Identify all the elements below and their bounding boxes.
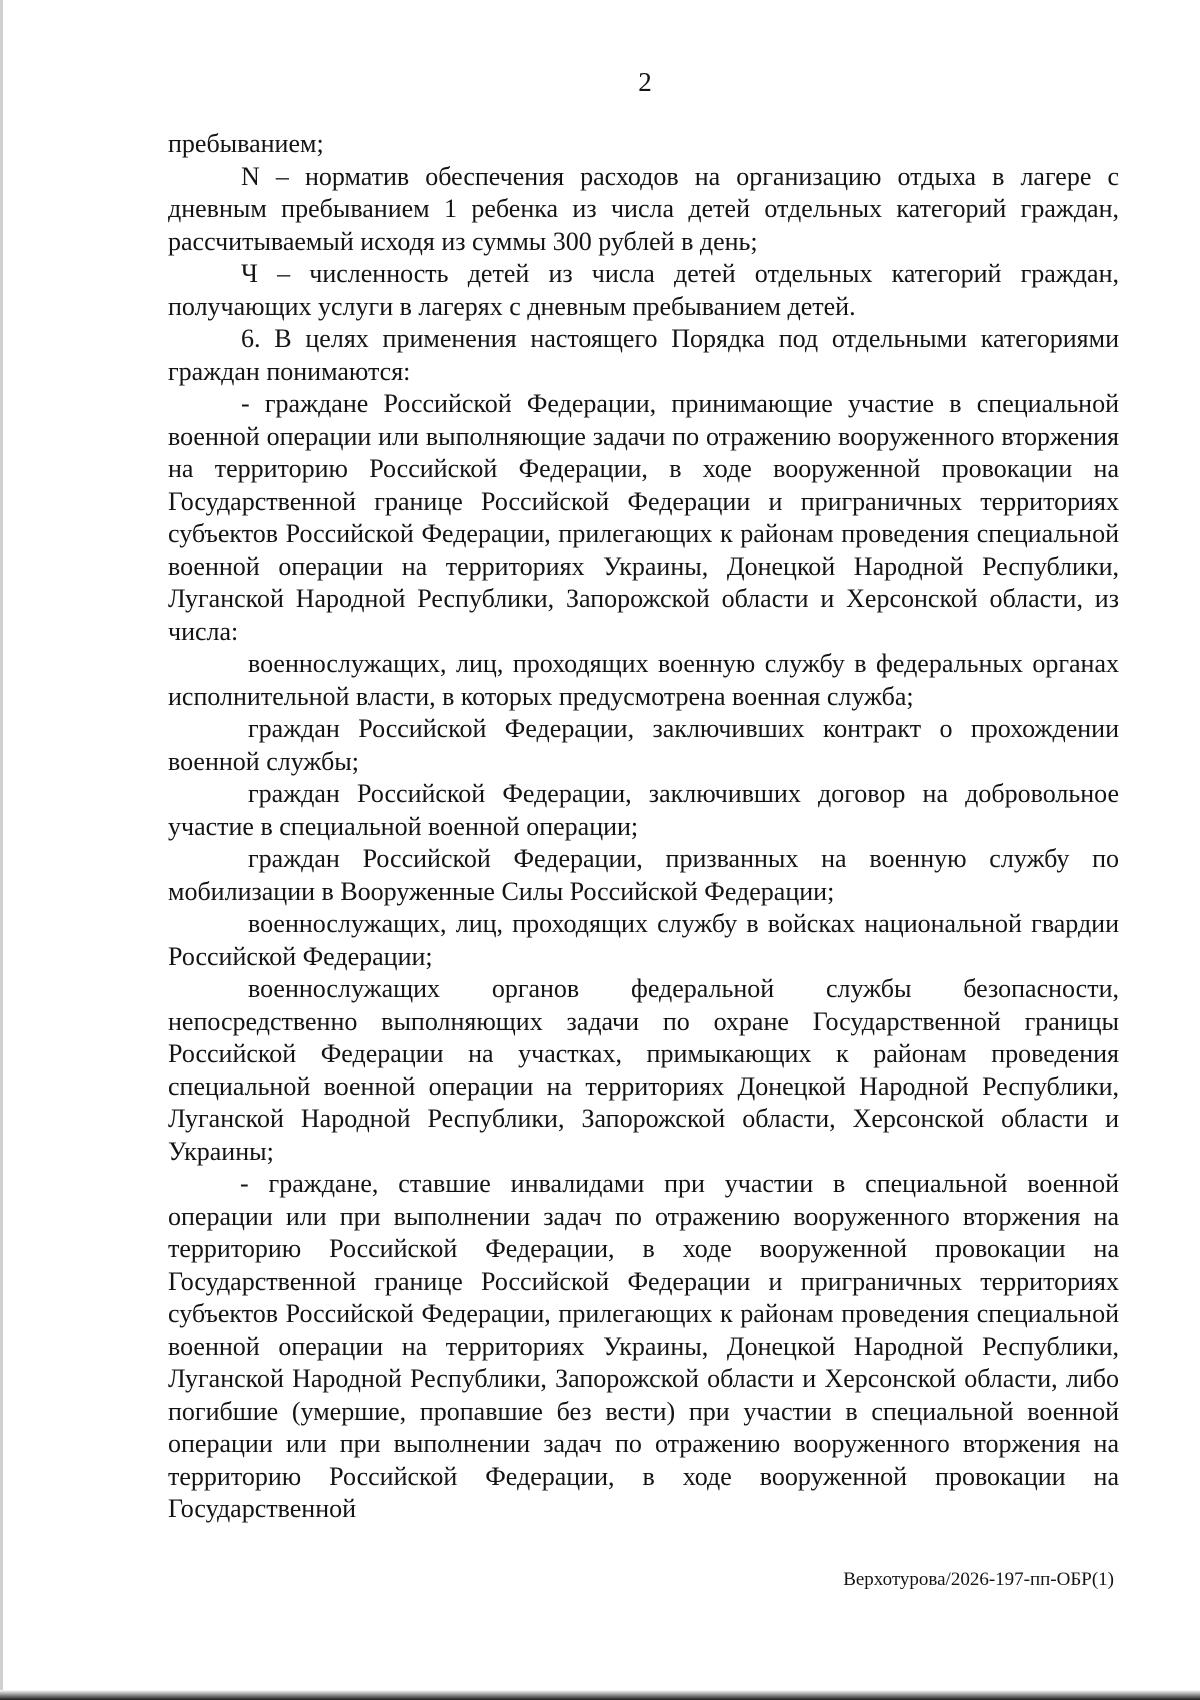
paragraph-continuation: пребыванием; bbox=[168, 129, 324, 158]
document-body bbox=[168, 128, 1119, 1526]
paragraph-clause-6: 6. В целях применения настоящего Порядка под отдельными категориями граждан понимаются: bbox=[168, 324, 1119, 386]
paragraph-category-disabled: - граждане, ставшие инвалидами при участии в специальной военной операции или при выполнении задач по отражению вооруженного вторжения на территорию Российской Федерации, в ходе вооруженной провокации на Государственной границе Российской Федерации и приграничных территориях субъектов Российской Федерации, прилегающих к районам проведения специальной военной операции на территориях Украины, Донецкой Народной Республики, Луганской Народной Республики, Запорожской области и Херсонской области, либо погибшие (умершие, пропавшие без вести) при участии в специальной военной операции или при выполнении задач по отражению вооруженного вторжения на территорию Российской Федерации, в ходе вооруженной провокации на Государственной bbox=[168, 1169, 1119, 1523]
paragraph-category-participants: - граждане Российской Федерации, принимающие участие в специальной военной операции или выполняющие задачи по отражению вооруженного вторжения на территорию Российской Федерации, в ходе вооруженной провокации на Государственной границе Российской Федерации и приграничных территориях субъектов Российской Федерации, прилегающих к районам проведения специальной военной операции на территориях Украины, Донецкой Народной Республики, Луганской Народной Республики, Запорожской области и Херсонской области, из числа: bbox=[168, 389, 1119, 646]
paragraph-national-guard: военнослужащих, лиц, проходящих службу в войсках национальной гвардии Российской Федерации; bbox=[168, 909, 1119, 971]
paragraph-fsb-servicemen: военнослужащих органов федеральной службы безопасности, непосредственно выполняющих задачи по охране Государственной границы Российской Федерации на участках, примыкающих к районам проведения специальной военной операции на территориях Донецкой Народной Республики, Луганской Народной Республики, Запорожской области, Херсонской области и Украины; bbox=[168, 974, 1119, 1166]
paragraph-mobilized-citizens: граждан Российской Федерации, призванных на военную службу по мобилизации в Вооруженные Силы Российской Федерации; bbox=[168, 844, 1119, 906]
paragraph-contract-citizens: граждан Российской Федерации, заключивших контракт о прохождении военной службы; bbox=[168, 714, 1119, 776]
paragraph-norm-definition: N – норматив обеспечения расходов на организацию отдыха в лагере с дневным пребыванием 1 ребенка из числа детей отдельных категорий граждан, рассчитываемый исходя из суммы 300 рублей в день; bbox=[168, 161, 1119, 256]
page-number: 2 bbox=[638, 67, 652, 97]
paragraph-military-servicemen: военнослужащих, лиц, проходящих военную службу в федеральных органах исполнительной власти, в которых предусмотрена военная служба; bbox=[168, 649, 1119, 711]
paragraph-count-definition: Ч – численность детей из числа детей отдельных категорий граждан, получающих услуги в лагерях с дневным пребыванием детей. bbox=[168, 259, 1119, 321]
paragraph-volunteer-citizens: граждан Российской Федерации, заключивших договор на добровольное участие в специальной военной операции; bbox=[168, 779, 1119, 841]
scan-bottom-edge bbox=[0, 1690, 1200, 1700]
scan-left-edge bbox=[0, 0, 3, 1700]
document-registration-code: Верхотурова/2026-197-пп-ОБР(1) bbox=[843, 1569, 1114, 1590]
